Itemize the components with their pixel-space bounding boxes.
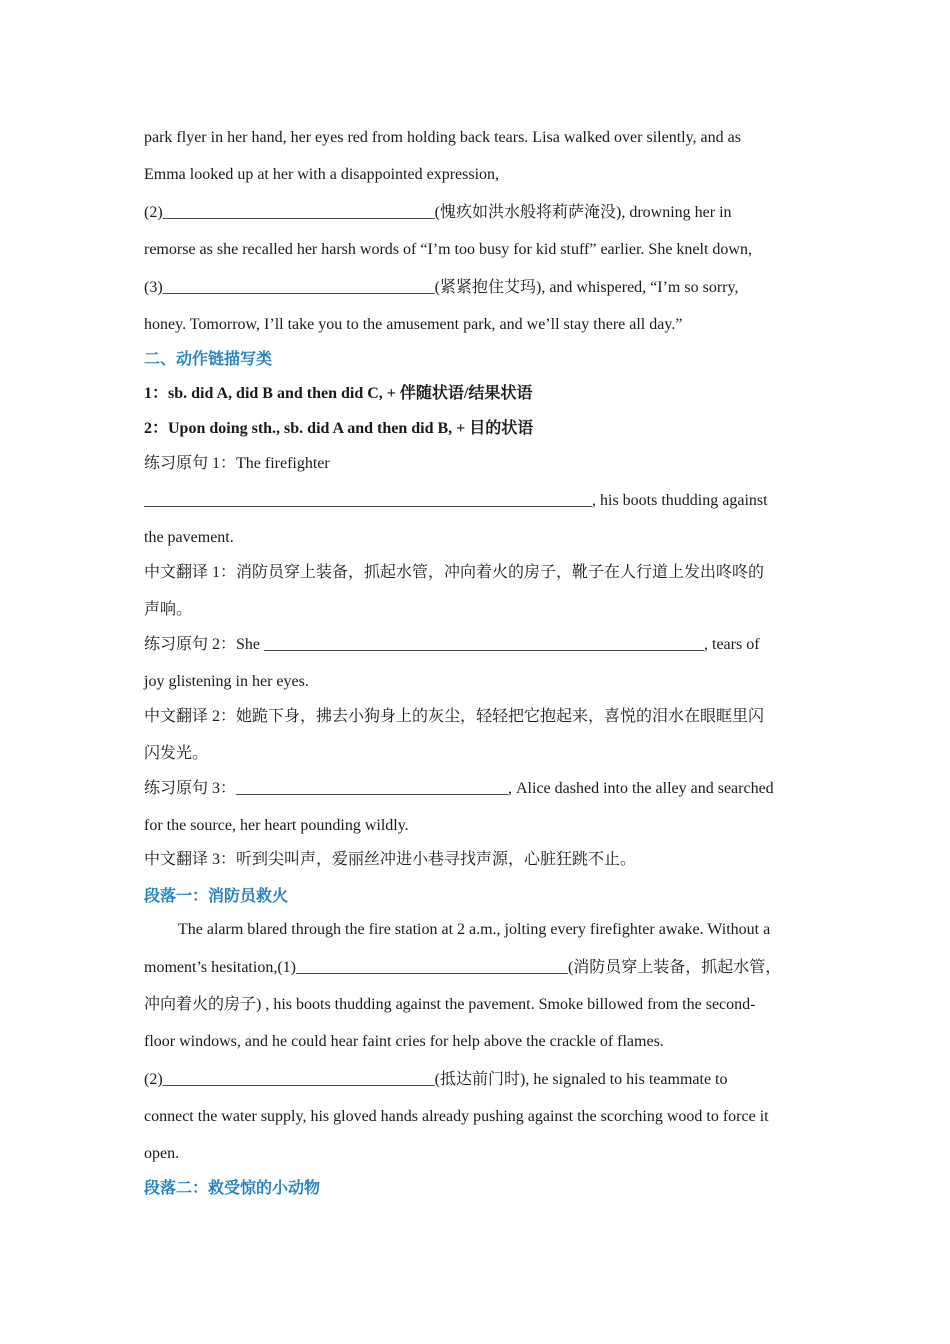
pattern-2: 2：Upon doing sth., sb. did A and then did B, + 目的状语 <box>144 420 534 437</box>
text-line: (2)__________________________________(愧疚如洪水般将莉萨淹没), drowning her in <box>144 204 732 221</box>
paragraph-heading-2: 段落二：救受惊的小动物 <box>144 1180 321 1197</box>
paragraph-line: moment’s hesitation,(1)__________________________________(消防员穿上装备，抓起水管， <box>144 959 782 976</box>
practice-sentence-2-cont: joy glistening in her eyes. <box>144 673 309 690</box>
text-line: park flyer in her hand, her eyes red from holding back tears. Lisa walked over silently, and as <box>144 129 741 146</box>
practice-sentence-1-cont: the pavement. <box>144 529 234 546</box>
practice-sentence-2: 练习原句 2：She _______________________________________________________, tears of <box>144 636 760 653</box>
translation-1: 中文翻译 1：消防员穿上装备，抓起水管，冲向着火的房子，靴子在人行道上发出咚咚的 <box>144 564 765 581</box>
practice-sentence-3: 练习原句 3：__________________________________, Alice dashed into the alley and searched <box>144 780 774 797</box>
paragraph-line: (2)__________________________________(抵达前门时), he signaled to his teammate to <box>144 1071 728 1088</box>
practice-sentence-1: 练习原句 1：The firefighter <box>144 455 330 472</box>
text-line: honey. Tomorrow, I’ll take you to the amusement park, and we’ll stay there all day.” <box>144 316 683 333</box>
paragraph-line: connect the water supply, his gloved hands already pushing against the scorching wood to force it <box>144 1108 769 1125</box>
practice-sentence-1-cont: ________________________________________________________, his boots thudding against <box>144 492 768 509</box>
pattern-1: 1：sb. did A, did B and then did C, + 伴随状语/结果状语 <box>144 385 533 402</box>
translation-2-cont: 闪发光。 <box>144 745 209 762</box>
translation-2: 中文翻译 2：她跪下身，拂去小狗身上的灰尘，轻轻把它抱起来，喜悦的泪水在眼眶里闪 <box>144 708 765 725</box>
translation-3: 中文翻译 3：听到尖叫声，爱丽丝冲进小巷寻找声源，心脏狂跳不止。 <box>144 851 637 868</box>
translation-1-cont: 声响。 <box>144 601 193 618</box>
paragraph-line: floor windows, and he could hear faint cries for help above the crackle of flames. <box>144 1033 664 1050</box>
paragraph-line: open. <box>144 1145 180 1162</box>
text-line: Emma looked up at her with a disappointed expression, <box>144 166 500 183</box>
paragraph-line: The alarm blared through the fire station at 2 a.m., jolting every firefighter awake. Without a <box>178 921 771 938</box>
paragraph-line: 冲向着火的房子) , his boots thudding against the pavement. Smoke billowed from the second- <box>144 996 756 1013</box>
section-heading: 二、动作链描写类 <box>144 351 273 368</box>
paragraph-heading-1: 段落一：消防员救火 <box>144 888 289 905</box>
practice-sentence-3-cont: for the source, her heart pounding wildly. <box>144 817 409 834</box>
text-line: (3)__________________________________(紧紧抱住艾玛), and whispered, “I’m so sorry, <box>144 279 739 296</box>
text-line: remorse as she recalled her harsh words of “I’m too busy for kid stuff” earlier. She knelt down, <box>144 241 752 258</box>
